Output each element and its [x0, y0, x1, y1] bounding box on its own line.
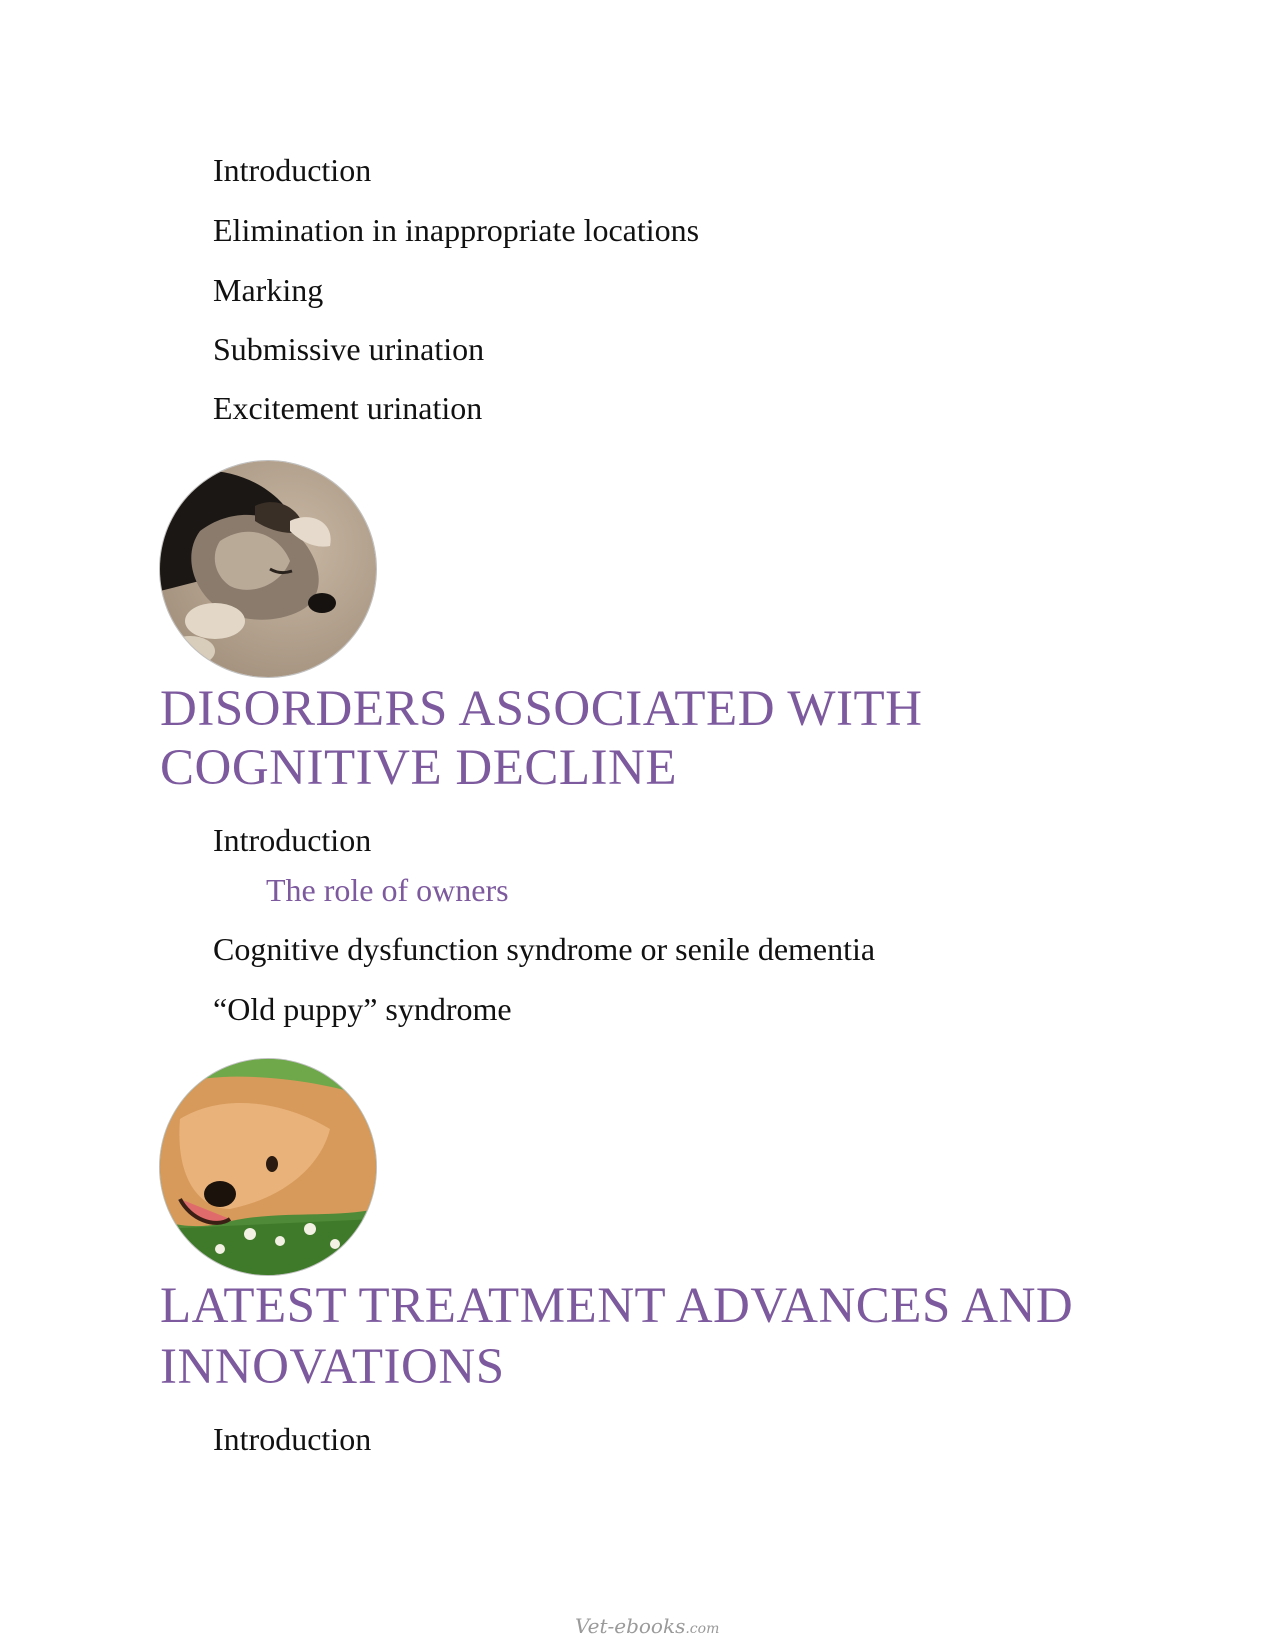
section-heading-cognitive-line1: DISORDERS ASSOCIATED WITH [160, 681, 923, 737]
toc-item-treatment-introduction[interactable]: Introduction [213, 1421, 372, 1457]
toc-item-excitement-urination[interactable]: Excitement urination [213, 390, 483, 426]
toc-subitem-role-of-owners[interactable]: The role of owners [266, 872, 509, 908]
sleeping-dog-photo-icon [160, 461, 376, 677]
watermark-domain: .com [685, 1621, 720, 1637]
section-heading-treatment-line1: LATEST TREATMENT ADVANCES AND [160, 1278, 1074, 1334]
toc-item-cognitive-dysfunction[interactable]: Cognitive dysfunction syndrome or senile dementia [213, 931, 876, 967]
toc-item-marking[interactable]: Marking [213, 272, 324, 308]
watermark-logo [575, 1614, 719, 1638]
toc-item-elimination[interactable]: Elimination in inappropriate locations [213, 212, 700, 248]
toc-item-introduction[interactable]: Introduction [213, 152, 372, 188]
toc-item-cognitive-introduction[interactable]: Introduction [213, 822, 372, 858]
toc-item-old-puppy[interactable]: “Old puppy” syndrome [213, 991, 512, 1027]
toc-item-submissive-urination[interactable]: Submissive urination [213, 331, 485, 367]
golden-dog-photo-icon [160, 1059, 376, 1275]
section-heading-cognitive-line2: COGNITIVE DECLINE [160, 740, 677, 796]
section-heading-treatment-line2: INNOVATIONS [160, 1339, 505, 1395]
watermark-text: Vet-ebooks [575, 1614, 686, 1638]
